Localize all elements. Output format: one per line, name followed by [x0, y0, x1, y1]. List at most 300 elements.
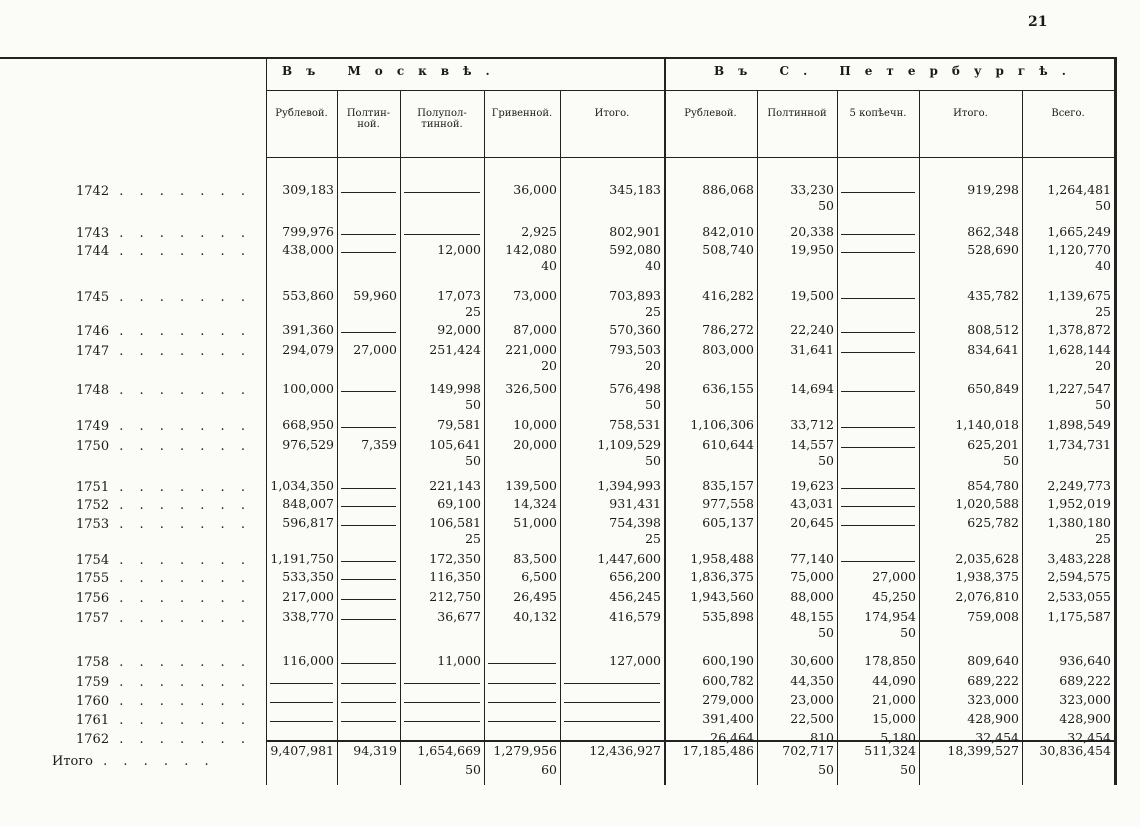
table-cell: 217,000	[282, 589, 334, 604]
table-cell: 809,640	[967, 653, 1019, 668]
table-cell: 650,849	[967, 381, 1019, 396]
table-cell: 508,740	[702, 242, 754, 257]
table-cell: 279,000	[702, 692, 754, 707]
empty-cell-dash	[404, 721, 480, 722]
table-cell: 570,360	[609, 322, 661, 337]
empty-cell-dash	[270, 740, 333, 741]
row-label	[76, 439, 251, 454]
year-label: 1744	[76, 244, 110, 259]
table-cell: 625,201	[967, 437, 1019, 452]
fraction-note: 50	[645, 453, 661, 468]
table-cell: 438,000	[282, 242, 334, 257]
table-cell: 1,836,375	[690, 569, 754, 584]
fraction-note: 25	[645, 531, 661, 546]
table-cell: 668,950	[282, 417, 334, 432]
total-cell: 702,717	[782, 743, 834, 758]
total-label-text: Итого	[52, 754, 93, 769]
table-cell: 799,976	[282, 224, 334, 239]
table-cell: 116,000	[282, 653, 334, 668]
fraction-note: 20	[645, 358, 661, 373]
table-cell: 605,137	[702, 515, 754, 530]
table-cell: 294,079	[282, 342, 334, 357]
table-cell: 32,454	[975, 730, 1019, 745]
fraction-note: 50	[465, 397, 481, 412]
table-cell: 1,175,587	[1047, 609, 1111, 624]
table-cell: 59,960	[353, 288, 397, 303]
table-cell: 803,000	[702, 342, 754, 357]
year-label: 1743	[76, 226, 110, 241]
table-cell: 610,644	[702, 437, 754, 452]
table-cell: 26,495	[513, 589, 557, 604]
fraction-note: 40	[1095, 258, 1111, 273]
table-cell: 636,155	[702, 381, 754, 396]
total-cell: 17,185,486	[682, 743, 754, 758]
table-cell: 1,140,018	[955, 417, 1019, 432]
table-cell: 345,183	[609, 182, 661, 197]
table-cell: 834,641	[967, 342, 1019, 357]
table-cell: 17,073	[437, 288, 481, 303]
empty-cell-dash	[341, 702, 396, 703]
table-cell: 21,000	[872, 692, 916, 707]
table-cell: 1,191,750	[270, 551, 334, 566]
fraction-note: 25	[645, 304, 661, 319]
petersburg-title: Въ С. Петербургѣ.	[714, 64, 1080, 78]
empty-cell-dash	[341, 619, 396, 620]
fraction-note: 50	[818, 625, 834, 640]
table-cell: 428,900	[967, 711, 1019, 726]
leader-dots: . . . . . . .	[109, 517, 251, 532]
empty-cell-dash	[488, 663, 556, 664]
table-cell: 810	[810, 730, 834, 745]
row-label	[76, 498, 251, 513]
total-cell: 9,407,981	[270, 743, 334, 758]
column-header: Полупол-тинной.	[417, 108, 467, 130]
table-cell: 15,000	[872, 711, 916, 726]
empty-cell-dash	[564, 683, 660, 684]
table-cell: 600,190	[702, 653, 754, 668]
leader-dots: . . . . . . .	[109, 383, 251, 398]
year-label: 1758	[76, 655, 110, 670]
empty-cell-dash	[564, 740, 660, 741]
column-header: Рублевой.	[275, 108, 328, 119]
table-cell: 600,782	[702, 673, 754, 688]
table-cell: 2,533,055	[1047, 589, 1111, 604]
empty-cell-dash	[341, 506, 396, 507]
fraction-note: 25	[1095, 531, 1111, 546]
row-label	[76, 480, 251, 495]
table-cell: 854,780	[967, 478, 1019, 493]
empty-cell-dash	[841, 252, 915, 253]
table-cell: 92,000	[437, 322, 481, 337]
empty-cell-dash	[270, 702, 333, 703]
table-cell: 592,080	[609, 242, 661, 257]
table-cell: 391,400	[702, 711, 754, 726]
year-label: 1749	[76, 419, 110, 434]
table-cell: 689,222	[1059, 673, 1111, 688]
leader-dots: . . . . . . .	[109, 184, 251, 199]
row-label	[76, 571, 251, 586]
empty-cell-dash	[488, 683, 556, 684]
table-cell: 338,770	[282, 609, 334, 624]
table-cell: 533,350	[282, 569, 334, 584]
leader-dots: . . . . . . .	[109, 732, 251, 747]
fraction-note: 50	[645, 397, 661, 412]
empty-cell-dash	[341, 252, 396, 253]
leader-dots: . . . . . . .	[109, 553, 251, 568]
table-cell: 2,594,575	[1047, 569, 1111, 584]
table-cell: 528,690	[967, 242, 1019, 257]
table-cell: 27,000	[353, 342, 397, 357]
empty-cell-dash	[341, 683, 396, 684]
table-cell: 1,106,306	[690, 417, 754, 432]
table-cell: 802,901	[609, 224, 661, 239]
empty-cell-dash	[341, 721, 396, 722]
empty-cell-dash	[270, 721, 333, 722]
table-cell: 1,109,529	[597, 437, 661, 452]
table-cell: 456,245	[609, 589, 661, 604]
empty-cell-dash	[841, 352, 915, 353]
table-cell: 886,068	[702, 182, 754, 197]
table-cell: 106,581	[429, 515, 481, 530]
empty-cell-dash	[841, 488, 915, 489]
empty-cell-dash	[841, 391, 915, 392]
total-cell: 30,836,454	[1039, 743, 1111, 758]
table-cell: 1,120,770	[1047, 242, 1111, 257]
row-label	[76, 694, 251, 709]
table-cell: 416,282	[702, 288, 754, 303]
empty-cell-dash	[341, 561, 396, 562]
empty-cell-dash	[841, 192, 915, 193]
header-rule	[266, 157, 1116, 158]
column-header: Полтинной	[767, 108, 827, 119]
empty-cell-dash	[341, 663, 396, 664]
table-cell: 535,898	[702, 609, 754, 624]
fraction-note: 50	[1003, 453, 1019, 468]
fraction-note: 40	[541, 258, 557, 273]
table-cell: 309,183	[282, 182, 334, 197]
year-label: 1747	[76, 344, 110, 359]
total-cell: 1,279,956	[493, 743, 557, 758]
table-cell: 88,000	[790, 589, 834, 604]
table-cell: 40,132	[513, 609, 557, 624]
total-cell: 18,399,527	[947, 743, 1019, 758]
table-cell: 75,000	[790, 569, 834, 584]
table-cell: 1,394,993	[597, 478, 661, 493]
row-label	[76, 732, 251, 747]
table-cell: 73,000	[513, 288, 557, 303]
table-cell: 139,500	[505, 478, 557, 493]
leader-dots: . . . . . . .	[109, 290, 251, 305]
row-label	[76, 344, 251, 359]
year-label: 1761	[76, 713, 110, 728]
table-cell: 625,782	[967, 515, 1019, 530]
empty-cell-dash	[404, 192, 480, 193]
empty-cell-dash	[564, 721, 660, 722]
table-cell: 976,529	[282, 437, 334, 452]
page-number: 21	[1028, 14, 1048, 30]
empty-cell-dash	[341, 234, 396, 235]
table-cell: 6,500	[521, 569, 557, 584]
table-cell: 553,860	[282, 288, 334, 303]
table-cell: 36,677	[437, 609, 481, 624]
right-border	[1114, 57, 1117, 785]
fraction-note: 50	[818, 198, 834, 213]
table-cell: 20,000	[513, 437, 557, 452]
table-cell: 848,007	[282, 496, 334, 511]
table-cell: 44,090	[872, 673, 916, 688]
table-cell: 69,100	[437, 496, 481, 511]
title-rule	[266, 90, 1116, 91]
table-cell: 323,000	[967, 692, 1019, 707]
empty-cell-dash	[404, 683, 480, 684]
table-cell: 936,640	[1059, 653, 1111, 668]
year-label: 1760	[76, 694, 110, 709]
leader-dots: . . . . . . .	[109, 713, 251, 728]
table-cell: 45,250	[872, 589, 916, 604]
table-cell: 7,359	[361, 437, 397, 452]
table-cell: 754,398	[609, 515, 661, 530]
table-cell: 19,500	[790, 288, 834, 303]
row-label	[76, 226, 251, 241]
total-cell: 511,324	[864, 743, 916, 758]
total-fraction-note: 60	[541, 762, 557, 777]
table-cell: 656,200	[609, 569, 661, 584]
year-label: 1757	[76, 611, 110, 626]
table-cell: 19,623	[790, 478, 834, 493]
table-cell: 36,000	[513, 182, 557, 197]
table-cell: 786,272	[702, 322, 754, 337]
year-label: 1752	[76, 498, 110, 513]
table-cell: 11,000	[437, 653, 481, 668]
leader-dots: . . . . . . .	[109, 244, 251, 259]
total-cell: 94,319	[353, 743, 397, 758]
table-cell: 142,080	[505, 242, 557, 257]
fraction-note: 40	[645, 258, 661, 273]
table-cell: 116,350	[429, 569, 481, 584]
table-cell: 842,010	[702, 224, 754, 239]
empty-cell-dash	[841, 298, 915, 299]
year-label: 1754	[76, 553, 110, 568]
row-label	[76, 184, 251, 199]
table-cell: 1,139,675	[1047, 288, 1111, 303]
table-cell: 808,512	[967, 322, 1019, 337]
table-cell: 2,249,773	[1047, 478, 1111, 493]
table-cell: 1,227,547	[1047, 381, 1111, 396]
table-cell: 1,020,588	[955, 496, 1019, 511]
empty-cell-dash	[488, 740, 556, 741]
year-label: 1742	[76, 184, 110, 199]
table-cell: 100,000	[282, 381, 334, 396]
table-cell: 326,500	[505, 381, 557, 396]
fraction-note: 20	[541, 358, 557, 373]
total-fraction-note: 50	[465, 762, 481, 777]
empty-cell-dash	[341, 192, 396, 193]
table-cell: 127,000	[609, 653, 661, 668]
table-cell: 835,157	[702, 478, 754, 493]
leader-dots: . . . . . . .	[109, 498, 251, 513]
table-cell: 83,500	[513, 551, 557, 566]
leader-dots: . . . . . . .	[109, 571, 251, 586]
empty-cell-dash	[341, 332, 396, 333]
table-cell: 12,000	[437, 242, 481, 257]
row-label	[76, 383, 251, 398]
table-cell: 79,581	[437, 417, 481, 432]
leader-dots: . . . . . . .	[109, 226, 251, 241]
table-cell: 26,464	[710, 730, 754, 745]
empty-cell-dash	[404, 702, 480, 703]
year-label: 1750	[76, 439, 110, 454]
column-header: Итого.	[594, 108, 630, 119]
table-cell: 1,378,872	[1047, 322, 1111, 337]
fraction-note: 25	[465, 304, 481, 319]
table-cell: 31,641	[790, 342, 834, 357]
table-cell: 1,734,731	[1047, 437, 1111, 452]
row-label	[76, 713, 251, 728]
table-cell: 212,750	[429, 589, 481, 604]
row-label	[76, 290, 251, 305]
table-cell: 428,900	[1059, 711, 1111, 726]
leader-dots: . . . . . . .	[109, 480, 251, 495]
empty-cell-dash	[341, 488, 396, 489]
total-cell: 1,654,669	[417, 743, 481, 758]
table-cell: 1,958,488	[690, 551, 754, 566]
table-cell: 221,000	[505, 342, 557, 357]
leader-dots: . . . . . . .	[109, 675, 251, 690]
empty-cell-dash	[341, 391, 396, 392]
empty-cell-dash	[341, 427, 396, 428]
table-cell: 30,600	[790, 653, 834, 668]
empty-cell-dash	[841, 447, 915, 448]
empty-cell-dash	[841, 561, 915, 562]
table-cell: 48,155	[790, 609, 834, 624]
leader-dots: . . . . . . .	[109, 324, 251, 339]
table-cell: 793,503	[609, 342, 661, 357]
leader-dots: . . . . . . .	[109, 439, 251, 454]
empty-cell-dash	[841, 332, 915, 333]
fraction-note: 25	[1095, 304, 1111, 319]
empty-cell-dash	[564, 702, 660, 703]
total-label	[52, 754, 215, 769]
table-cell: 172,350	[429, 551, 481, 566]
table-cell: 703,893	[609, 288, 661, 303]
table-cell: 87,000	[513, 322, 557, 337]
empty-cell-dash	[404, 234, 480, 235]
table-cell: 174,954	[864, 609, 916, 624]
table-cell: 596,817	[282, 515, 334, 530]
column-header: Гривенной.	[491, 108, 553, 119]
fraction-note: 50	[1095, 397, 1111, 412]
row-label	[76, 655, 251, 670]
table-cell: 20,338	[790, 224, 834, 239]
table-cell: 931,431	[609, 496, 661, 511]
leader-dots: . . . . . . .	[109, 419, 251, 434]
table-cell: 576,498	[609, 381, 661, 396]
top-rule	[0, 57, 1116, 59]
table-cell: 32,454	[1067, 730, 1111, 745]
empty-cell-dash	[404, 740, 480, 741]
table-cell: 20,645	[790, 515, 834, 530]
fraction-note: 50	[900, 625, 916, 640]
table-cell: 22,500	[790, 711, 834, 726]
leader-dots: . . . . . . .	[109, 694, 251, 709]
table-cell: 3,483,228	[1047, 551, 1111, 566]
leader-dots: . . . . . . .	[109, 611, 251, 626]
table-cell: 149,998	[429, 381, 481, 396]
fraction-note: 25	[465, 531, 481, 546]
table-cell: 1,447,600	[597, 551, 661, 566]
row-label	[76, 591, 251, 606]
table-cell: 5,180	[880, 730, 916, 745]
table-cell: 1,943,560	[690, 589, 754, 604]
table-cell: 1,898,549	[1047, 417, 1111, 432]
table-cell: 323,000	[1059, 692, 1111, 707]
table-cell: 14,324	[513, 496, 557, 511]
table-cell: 19,950	[790, 242, 834, 257]
empty-cell-dash	[341, 599, 396, 600]
table-cell: 758,531	[609, 417, 661, 432]
empty-cell-dash	[341, 579, 396, 580]
year-label: 1745	[76, 290, 110, 305]
empty-cell-dash	[341, 740, 396, 741]
table-cell: 43,031	[790, 496, 834, 511]
table-cell: 1,264,481	[1047, 182, 1111, 197]
row-label	[76, 419, 251, 434]
table-cell: 44,350	[790, 673, 834, 688]
empty-cell-dash	[841, 234, 915, 235]
leader-dots: . . . . . . .	[109, 591, 251, 606]
table-cell: 10,000	[513, 417, 557, 432]
total-fraction-note: 50	[818, 762, 834, 777]
leader-dots: . . . . . . .	[109, 344, 251, 359]
table-cell: 977,558	[702, 496, 754, 511]
leader-dots: . . . . . . .	[109, 655, 251, 670]
empty-cell-dash	[841, 506, 915, 507]
year-label: 1753	[76, 517, 110, 532]
table-cell: 251,424	[429, 342, 481, 357]
table-cell: 105,641	[429, 437, 481, 452]
table-cell: 1,938,375	[955, 569, 1019, 584]
year-label: 1756	[76, 591, 110, 606]
table-cell: 1,034,350	[270, 478, 334, 493]
year-label: 1762	[76, 732, 110, 747]
table-cell: 1,665,249	[1047, 224, 1111, 239]
empty-cell-dash	[270, 683, 333, 684]
empty-cell-dash	[841, 427, 915, 428]
empty-cell-dash	[341, 525, 396, 526]
table-cell: 759,008	[967, 609, 1019, 624]
row-label	[76, 553, 251, 568]
table-cell: 2,925	[521, 224, 557, 239]
fraction-note: 50	[1095, 198, 1111, 213]
year-label: 1748	[76, 383, 110, 398]
table-cell: 1,380,180	[1047, 515, 1111, 530]
year-label: 1755	[76, 571, 110, 586]
table-cell: 416,579	[609, 609, 661, 624]
table-cell: 2,035,628	[955, 551, 1019, 566]
row-label	[76, 517, 251, 532]
table-cell: 51,000	[513, 515, 557, 530]
table-cell: 33,712	[790, 417, 834, 432]
table-cell: 178,850	[864, 653, 916, 668]
year-label: 1759	[76, 675, 110, 690]
leader-dots: . . . . . .	[93, 754, 215, 769]
empty-cell-dash	[488, 721, 556, 722]
table-cell: 14,694	[790, 381, 834, 396]
fraction-note: 50	[818, 453, 834, 468]
table-cell: 391,360	[282, 322, 334, 337]
row-label	[76, 324, 251, 339]
table-cell: 33,230	[790, 182, 834, 197]
